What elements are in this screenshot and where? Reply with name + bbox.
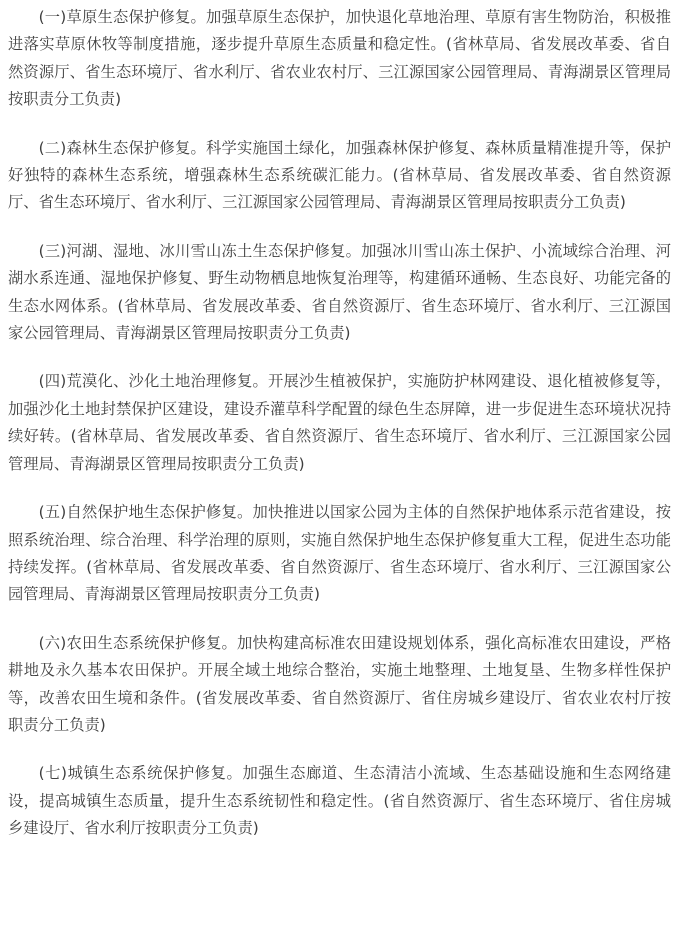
paragraph-urban: (七)城镇生态系统保护修复。加强生态廊道、生态清洁小流域、生态基础设施和生态网络建设，提高城镇生态质量，提升生态系统韧性和稳定性。(省自然资源厅、省生态环境厅、省住房城乡建设厅、省水利厅按职责分工负责) (8, 764, 671, 838)
paragraph-forest: (二)森林生态保护修复。科学实施国土绿化，加强森林保护修复、森林质量精准提升等，保护好独特的森林生态系统，增强森林生态系统碳汇能力。(省林草局、省发展改革委、省自然资源厅、省生态环境厅、省水利厅、三江源国家公园管理局、青海湖景区管理局按职责分工负责) (8, 138, 671, 212)
paragraph-rivers-wetlands-glaciers: (三)河湖、湿地、冰川雪山冻土生态保护修复。加强冰川雪山冻土保护、小流域综合治理、河湖水系连通、湿地保护修复、野生动物栖息地恢复治理等，构建循环通畅、生态良好、功能完备的生态水网体系。(省林草局、省发展改革委、省自然资源厅、省生态环境厅、省水利厅、三江源国家公园管理局、青海湖景区管理局按职责分工负责) (8, 241, 671, 343)
paragraph-desertification: (四)荒漠化、沙化土地治理修复。开展沙生植被保护，实施防护林网建设、退化植被修复等，加强沙化土地封禁保护区建设，建设乔灌草科学配置的绿色生态屏障，进一步促进生态环境状况持续好转。(省林草局、省发展改革委、省自然资源厅、省生态环境厅、省水利厅、三江源国家公园管理局、青海湖景区管理局按职责分工负责) (8, 372, 671, 473)
paragraph-grassland: (一)草原生态保护修复。加强草原生态保护，加快退化草地治理、草原有害生物防治，积极推进落实草原休牧等制度措施，逐步提升草原生态质量和稳定性。(省林草局、省发展改革委、省自然资源厅、省生态环境厅、省水利厅、省农业农村厅、三江源国家公园管理局、青海湖景区管理局按职责分工负责) (8, 8, 671, 109)
paragraph-nature-reserves: (五)自然保护地生态保护修复。加快推进以国家公园为主体的自然保护地体系示范省建设，按照系统治理、综合治理、科学治理的原则，实施自然保护地生态保护修复重大工程，促进生态功能持续发挥。(省林草局、省发展改革委、省自然资源厅、省生态环境厅、省水利厅、三江源国家公园管理局、青海湖景区管理局按职责分工负责) (8, 503, 671, 604)
paragraph-farmland: (六)农田生态系统保护修复。加快构建高标准农田建设规划体系，强化高标准农田建设，严格耕地及永久基本农田保护。开展全域土地综合整治，实施土地整理、土地复垦、生物多样性保护等，改善农田生境和条件。(省发展改革委、省自然资源厅、省住房城乡建设厅、省农业农村厅按职责分工负责) (8, 633, 671, 734)
